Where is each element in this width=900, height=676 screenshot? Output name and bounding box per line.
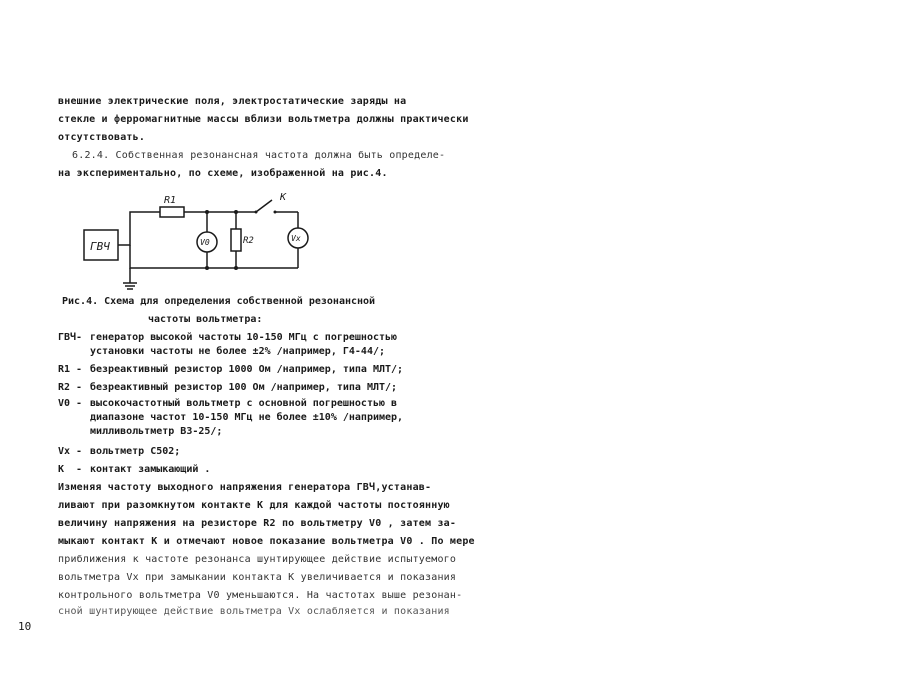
body-line: вольтметра Vx при замыкании контакта К увеличивается и показания [58,572,457,583]
body-line: приближения к частоте резонанса шунтирующее действие испытуемого [58,554,457,565]
body-line: Изменяя частоту выходного напряжения генератора ГВЧ,устанав- [58,482,432,493]
legend-text: генератор высокой частоты 10-150 МГц с погрешностью [90,332,398,343]
legend-symbol: Vx [58,446,71,457]
body-line: сной шунтирующее действие вольтметра Vx ослабляется и показания [58,606,450,617]
generator-label: ГВЧ [90,240,110,253]
legend-text: контакт замыкающий . [90,464,211,475]
legend-symbol: V0 [58,398,71,409]
legend-symbol: R1 [58,364,71,375]
legend-dash: - [76,332,83,343]
r2-resistor [231,229,241,251]
r1-resistor [160,207,184,217]
page-number: 10 [18,620,32,633]
v0-label: V0 [200,238,210,247]
legend-dash: - [76,446,83,457]
legend-dash: - [76,464,83,475]
vx-label: Vx [291,234,301,243]
figure-caption: частоты вольтметра: [148,314,263,325]
legend-text: безреактивный резистор 100 Ом /например, типа МЛТ/; [90,382,398,393]
legend-dash: - [76,398,83,409]
legend-symbol: R2 [58,382,71,393]
body-line: отсутствовать. [58,132,146,143]
legend-dash: - [76,382,83,393]
legend-symbol: K [58,464,65,475]
k-label: K [280,192,287,203]
legend-symbol: ГВЧ [58,332,77,343]
body-line: внешние электрические поля, электростатические заряды на [58,96,407,107]
body-line: ливают при разомкнутом контакте К для каждой частоты постоянную [58,500,450,511]
r2-label: R2 [243,236,254,246]
body-line: величину напряжения на резисторе R2 по вольтметру V0 , затем за- [58,518,457,529]
legend-text: высокочастотный вольтметр с основной погрешностью в [90,398,398,409]
body-line: 6.2.4. Собственная резонансная частота должна быть определе- [72,150,446,161]
r1-label: R1 [164,195,177,206]
body-line: мыкают контакт К и отмечают новое показание вольтметра V0 . По мере [58,536,475,547]
switch-k [256,200,272,212]
body-line: на экспериментально, по схеме, изображенной на рис.4. [58,168,388,179]
body-line: контрольного вольтметра V0 уменьшаются. На частотах выше резонан- [58,590,463,601]
legend-text: безреактивный резистор 1000 Ом /например, типа МЛТ/; [90,364,404,375]
legend-text: вольтметр С502; [90,446,181,457]
figure-caption: Рис.4. Схема для определения собственной резонансной [62,296,376,307]
legend-dash: - [76,364,83,375]
legend-text: установки частоты не более ±2% /например, Г4-44/; [90,346,386,357]
legend-text: милливольтметр В3-25/; [90,426,223,437]
body-line: стекле и ферромагнитные массы вблизи вольтметра должны практически [58,114,469,125]
legend-text: диапазоне частот 10-150 МГц не более ±10% /например, [90,412,404,423]
